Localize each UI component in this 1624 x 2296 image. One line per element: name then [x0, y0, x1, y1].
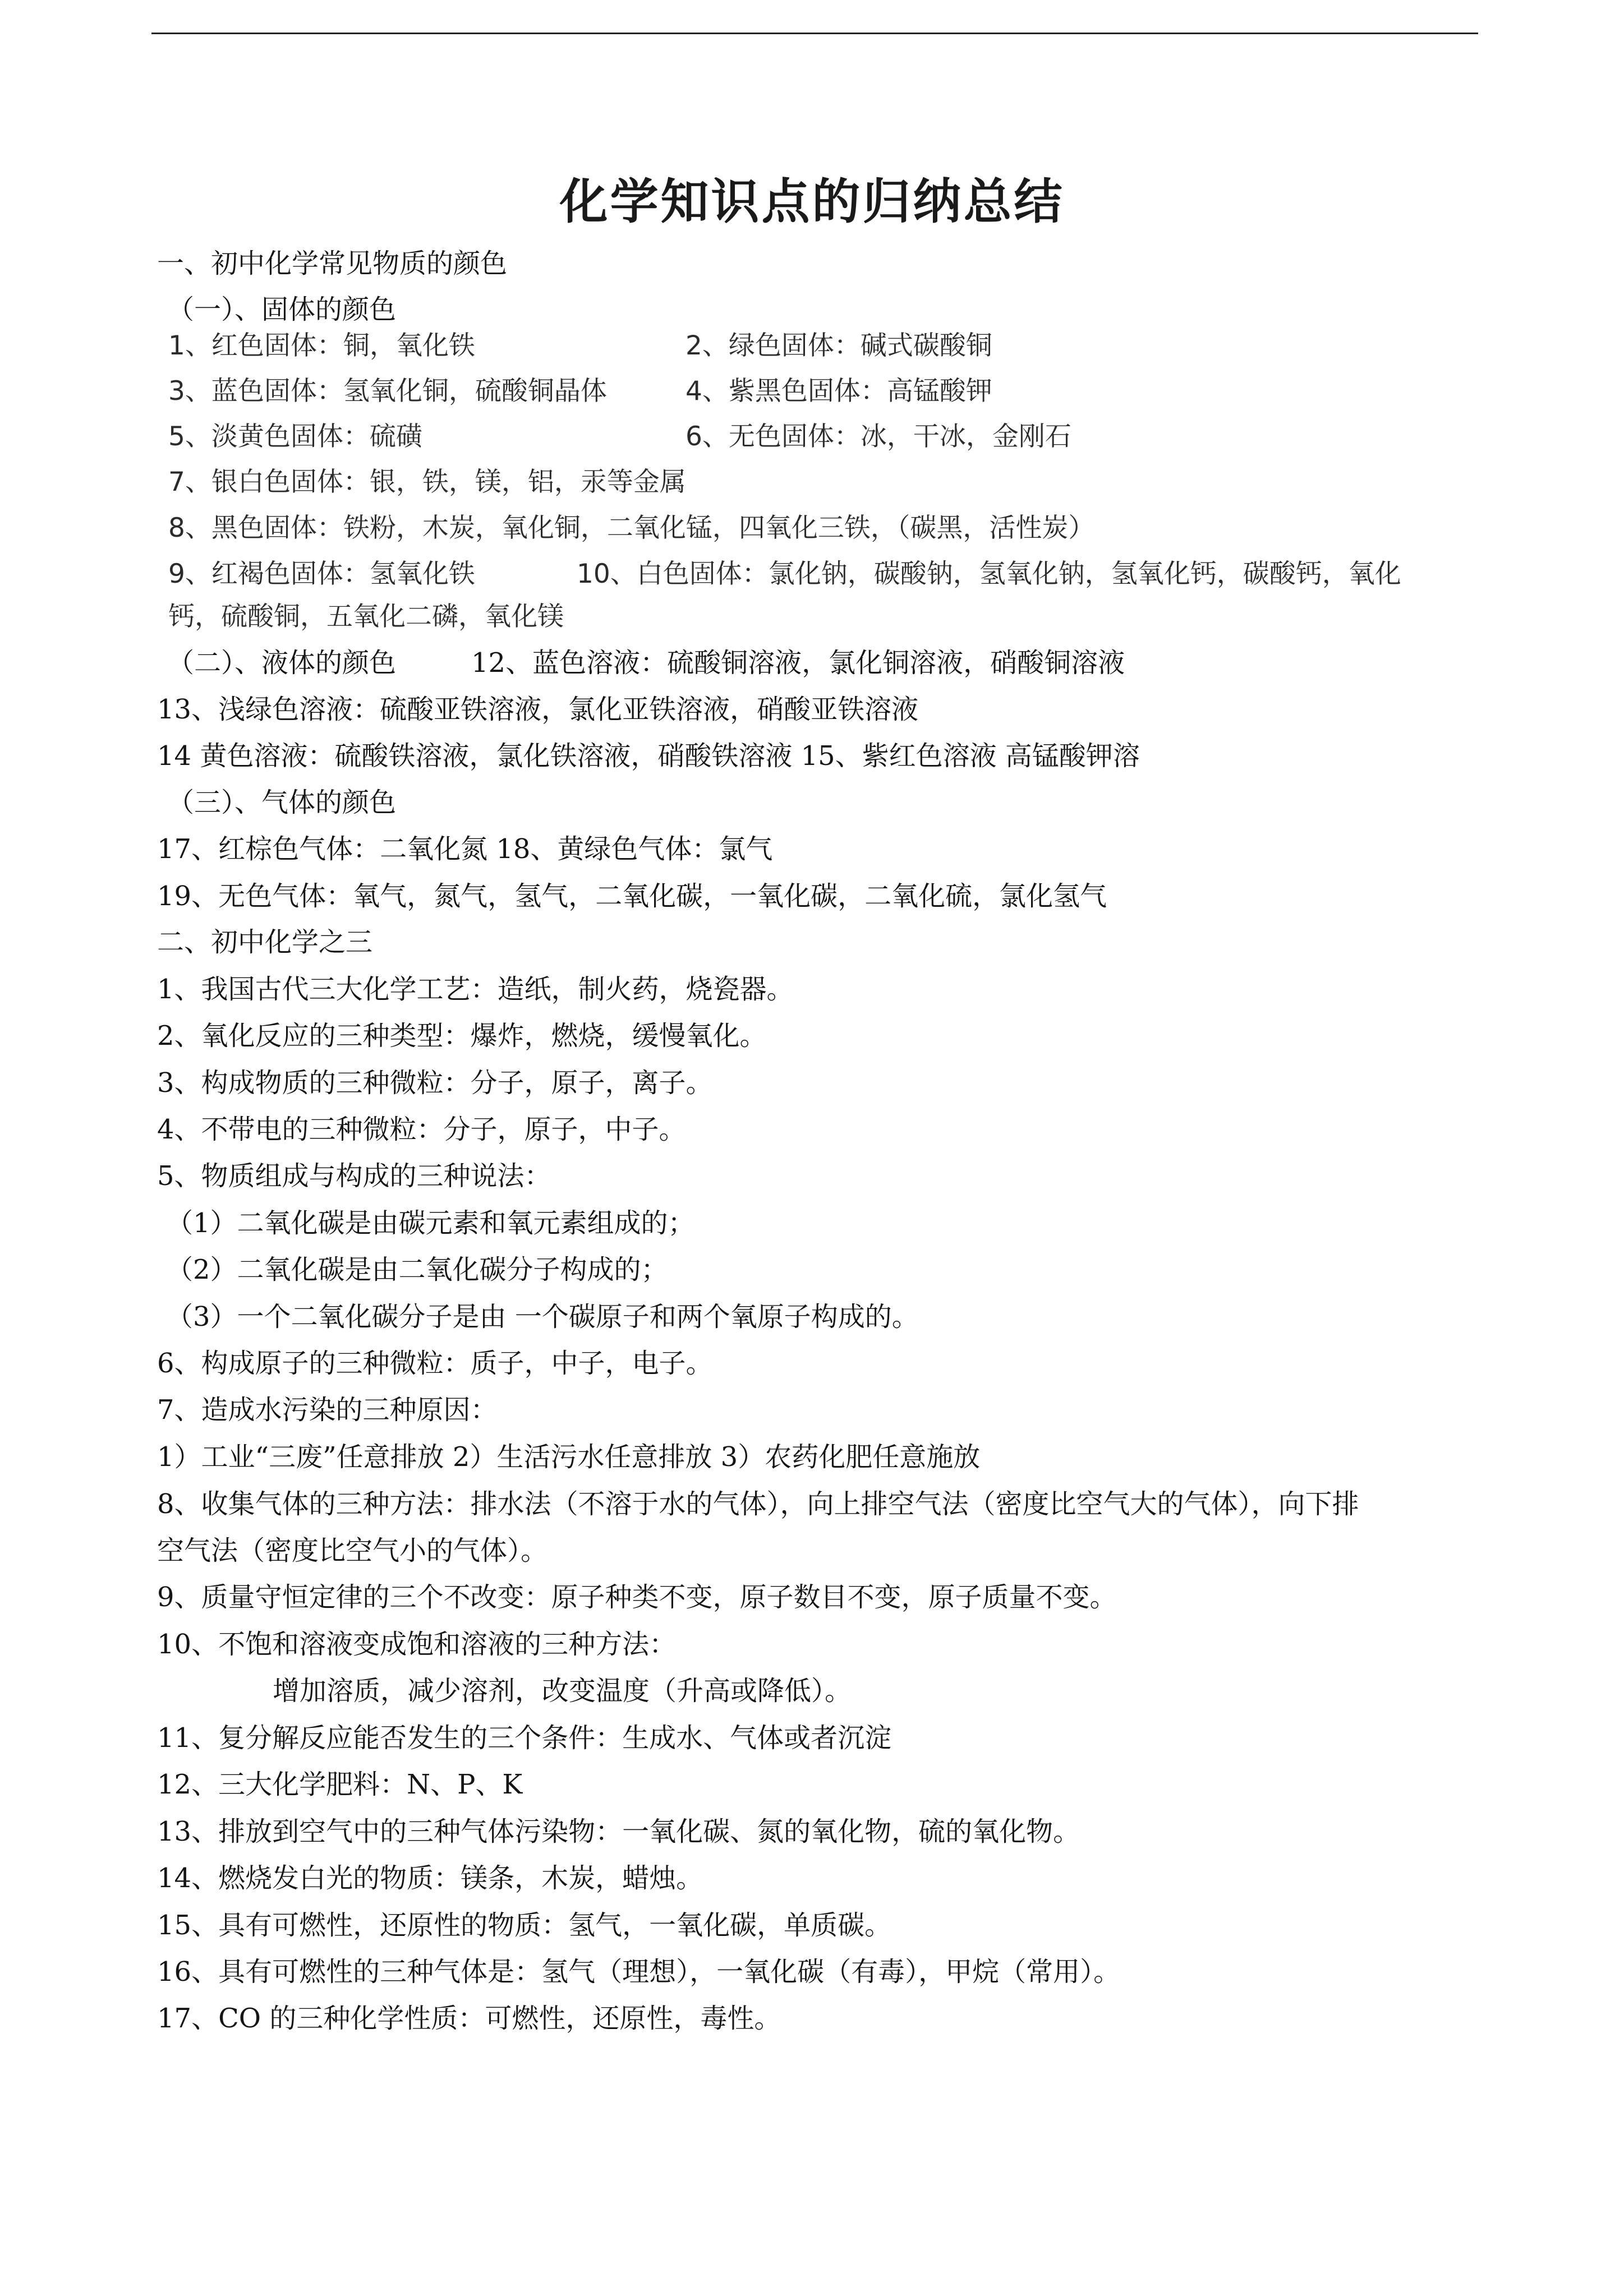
item-9: 9、红褐色固体：氢氧化铁 — [168, 559, 475, 589]
item-5: 5、淡黄色固体：硫磺 — [168, 421, 422, 452]
line-7-causes: 1）工业“三废”任意排放 2）生活污水任意排放 3）农药化肥任意施放 — [157, 1441, 981, 1473]
subsection-gas-colors: （三）、气体的颜色 — [167, 787, 397, 818]
item-14: 14 黄色溶液：硫酸铁溶液，氯化铁溶液，硝酸铁溶液 15、紫红色溶液 高锰酸钾溶 — [157, 740, 1140, 772]
header-rule — [151, 33, 1478, 34]
line-2: 2、氧化反应的三种类型：爆炸，燃烧，缓慢氧化。 — [157, 1020, 767, 1052]
page-title: 化学知识点的归纳总结 — [559, 174, 1065, 230]
line-3: 3、构成物质的三种微粒：分子，原子，离子。 — [157, 1067, 713, 1099]
item-7: 7、银白色固体：银，铁，镁，铝，汞等金属 — [168, 467, 686, 497]
item-8: 8、黑色固体：铁粉，木炭，氧化铜，二氧化锰，四氧化三铁，（碳黑，活性炭） — [168, 513, 1095, 543]
line-1: 1、我国古代三大化学工艺：造纸，制火药，烧瓷器。 — [157, 974, 794, 1005]
item-1: 1、红色固体：铜，氧化铁 — [168, 330, 475, 361]
line-5-1: （1）二氧化碳是由碳元素和氧元素组成的； — [166, 1207, 695, 1239]
line-10-methods: 增加溶质，减少溶剂，改变温度（升高或降低）。 — [273, 1675, 852, 1707]
line-5-3: （3）一个二氧化碳分子是由 一个碳原子和两个氧原子构成的。 — [166, 1301, 919, 1333]
line-16: 16、具有可燃性的三种气体是：氢气（理想），一氧化碳（有毒），甲烷（常用）。 — [157, 1956, 1121, 1988]
line-7: 7、造成水污染的三种原因： — [157, 1394, 498, 1426]
line-11: 11、复分解反应能否发生的三个条件：生成水、气体或者沉淀 — [157, 1722, 892, 1754]
line-15: 15、具有可燃性，还原性的物质：氢气，一氧化碳，单质碳。 — [157, 1910, 892, 1941]
item-10-cont: 钙，硫酸铜，五氧化二磷，氧化镁 — [168, 601, 564, 632]
section-1-heading: 一、初中化学常见物质的颜色 — [157, 248, 508, 279]
item-2: 2、绿色固体：碱式碳酸铜 — [686, 330, 992, 361]
line-12: 12、三大化学肥料：N、P、K — [157, 1769, 523, 1800]
line-14: 14、燃烧发白光的物质：镁条，木炭，蜡烛。 — [157, 1862, 703, 1894]
line-5: 5、物质组成与构成的三种说法： — [157, 1160, 551, 1192]
item-3: 3、蓝色固体：氢氧化铜，硫酸铜晶体 — [168, 376, 607, 407]
item-19: 19、无色气体：氧气，氮气，氢气，二氧化碳，一氧化碳，二氧化硫，氯化氢气 — [157, 880, 1107, 912]
line-5-2: （2）二氧化碳是由二氧化碳分子构成的； — [166, 1254, 668, 1285]
section-2-heading: 二、初中化学之三 — [157, 926, 373, 958]
line-10: 10、不饱和溶液变成饱和溶液的三种方法： — [157, 1629, 677, 1660]
line-17: 17、CO 的三种化学性质：可燃性，还原性，毒性。 — [157, 2003, 781, 2034]
item-6: 6、无色固体：冰，干冰，金刚石 — [686, 421, 1071, 452]
item-12: 12、蓝色溶液：硫酸铜溶液，氯化铜溶液，硝酸铜溶液 — [471, 647, 1125, 679]
subsection-liquid-colors: （二）、液体的颜色 — [167, 647, 397, 679]
line-13: 13、排放到空气中的三种气体污染物：一氧化碳、氮的氧化物，硫的氧化物。 — [157, 1816, 1080, 1847]
line-8: 8、收集气体的三种方法：排水法（不溶于水的气体），向上排空气法（密度比空气大的气体），向下排 — [157, 1488, 1359, 1520]
item-13: 13、浅绿色溶液：硫酸亚铁溶液，氯化亚铁溶液，硝酸亚铁溶液 — [157, 694, 919, 725]
line-6: 6、构成原子的三种微粒：质子，中子，电子。 — [157, 1348, 713, 1379]
line-8-cont: 空气法（密度比空气小的气体）。 — [157, 1535, 548, 1566]
subsection-solid-colors: （一）、固体的颜色 — [167, 294, 397, 325]
item-10: 10、白色固体：氯化钠，碳酸钠，氢氧化钠，氢氧化钙，碳酸钙，氧化 — [577, 559, 1401, 589]
item-17: 17、红棕色气体：二氧化氮 18、黄绿色气体：氯气 — [157, 833, 773, 865]
line-9: 9、质量守恒定律的三个不改变：原子种类不变，原子数目不变，原子质量不变。 — [157, 1582, 1117, 1613]
item-4: 4、紫黑色固体：高锰酸钾 — [686, 376, 992, 407]
line-4: 4、不带电的三种微粒：分子，原子，中子。 — [157, 1114, 686, 1145]
